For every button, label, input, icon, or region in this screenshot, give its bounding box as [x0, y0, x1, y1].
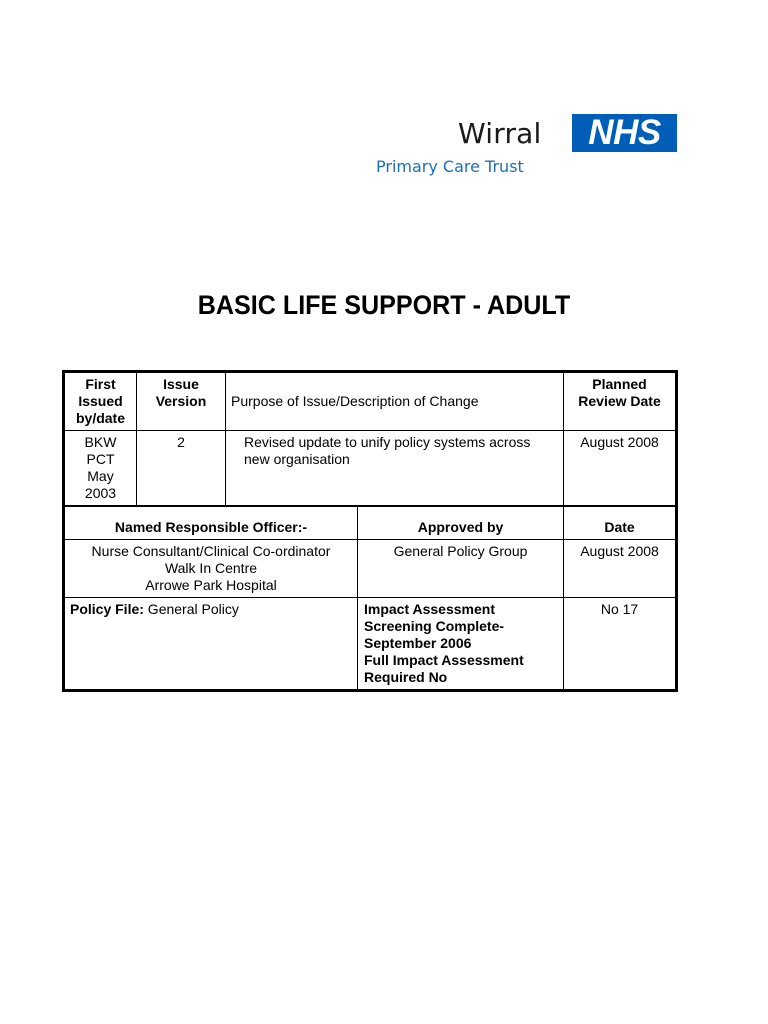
nhs-badge: NHS [572, 114, 677, 152]
header-first-issued: First Issued by/date [64, 372, 137, 431]
policy-row [64, 598, 677, 691]
table-header-row [64, 372, 677, 431]
policy-file-cell [64, 598, 358, 691]
officer-header-row [64, 506, 677, 540]
header-purpose: Purpose of Issue/Description of Change [226, 372, 564, 431]
header-named-officer: Named Responsible Officer:- [64, 506, 358, 540]
officer-date-cell: August 2008 [564, 540, 677, 598]
policy-info-table [62, 370, 678, 692]
planned-review-cell: August 2008 [564, 431, 677, 507]
impact-line: Impact Assessment [364, 601, 495, 617]
officer-line: Walk In Centre [164, 560, 258, 576]
impact-line: Full Impact Assessment [364, 652, 524, 668]
purpose-cell: Revised update to unify policy systems across new organisation [226, 431, 564, 507]
table-row [64, 431, 677, 507]
logo-wirral-text: Wirral [458, 117, 542, 150]
impact-line: Required No [364, 669, 448, 685]
policy-number-cell: No 17 [564, 598, 677, 691]
policy-file-label: Policy File: [70, 601, 144, 617]
header-date: Date [564, 506, 677, 540]
impact-line: September 2006 [364, 635, 472, 651]
first-issued-line: PCT [86, 451, 115, 467]
header-issue-version: Issue Version [137, 372, 226, 431]
first-issued-line: May [87, 468, 114, 484]
logo-subtitle: Primary Care Trust [376, 157, 524, 176]
officer-line: Arrowe Park Hospital [145, 577, 277, 593]
officer-cell [64, 540, 358, 598]
policy-file-value: General Policy [143, 601, 239, 617]
impact-line: Screening Complete- [364, 618, 505, 634]
wirral-nhs-logo [376, 112, 680, 182]
impact-assessment-cell [358, 598, 564, 691]
header-planned-review: Planned Review Date [564, 372, 677, 431]
header-approved-by: Approved by [358, 506, 564, 540]
first-issued-cell [64, 431, 137, 507]
first-issued-line: BKW [84, 434, 117, 450]
document-title: BASIC LIFE SUPPORT - ADULT [197, 290, 571, 320]
approved-by-cell: General Policy Group [358, 540, 564, 598]
officer-line: Nurse Consultant/Clinical Co-ordinator [91, 543, 331, 559]
officer-row [64, 540, 677, 598]
issue-version-cell: 2 [137, 431, 226, 507]
first-issued-line: 2003 [84, 485, 117, 501]
